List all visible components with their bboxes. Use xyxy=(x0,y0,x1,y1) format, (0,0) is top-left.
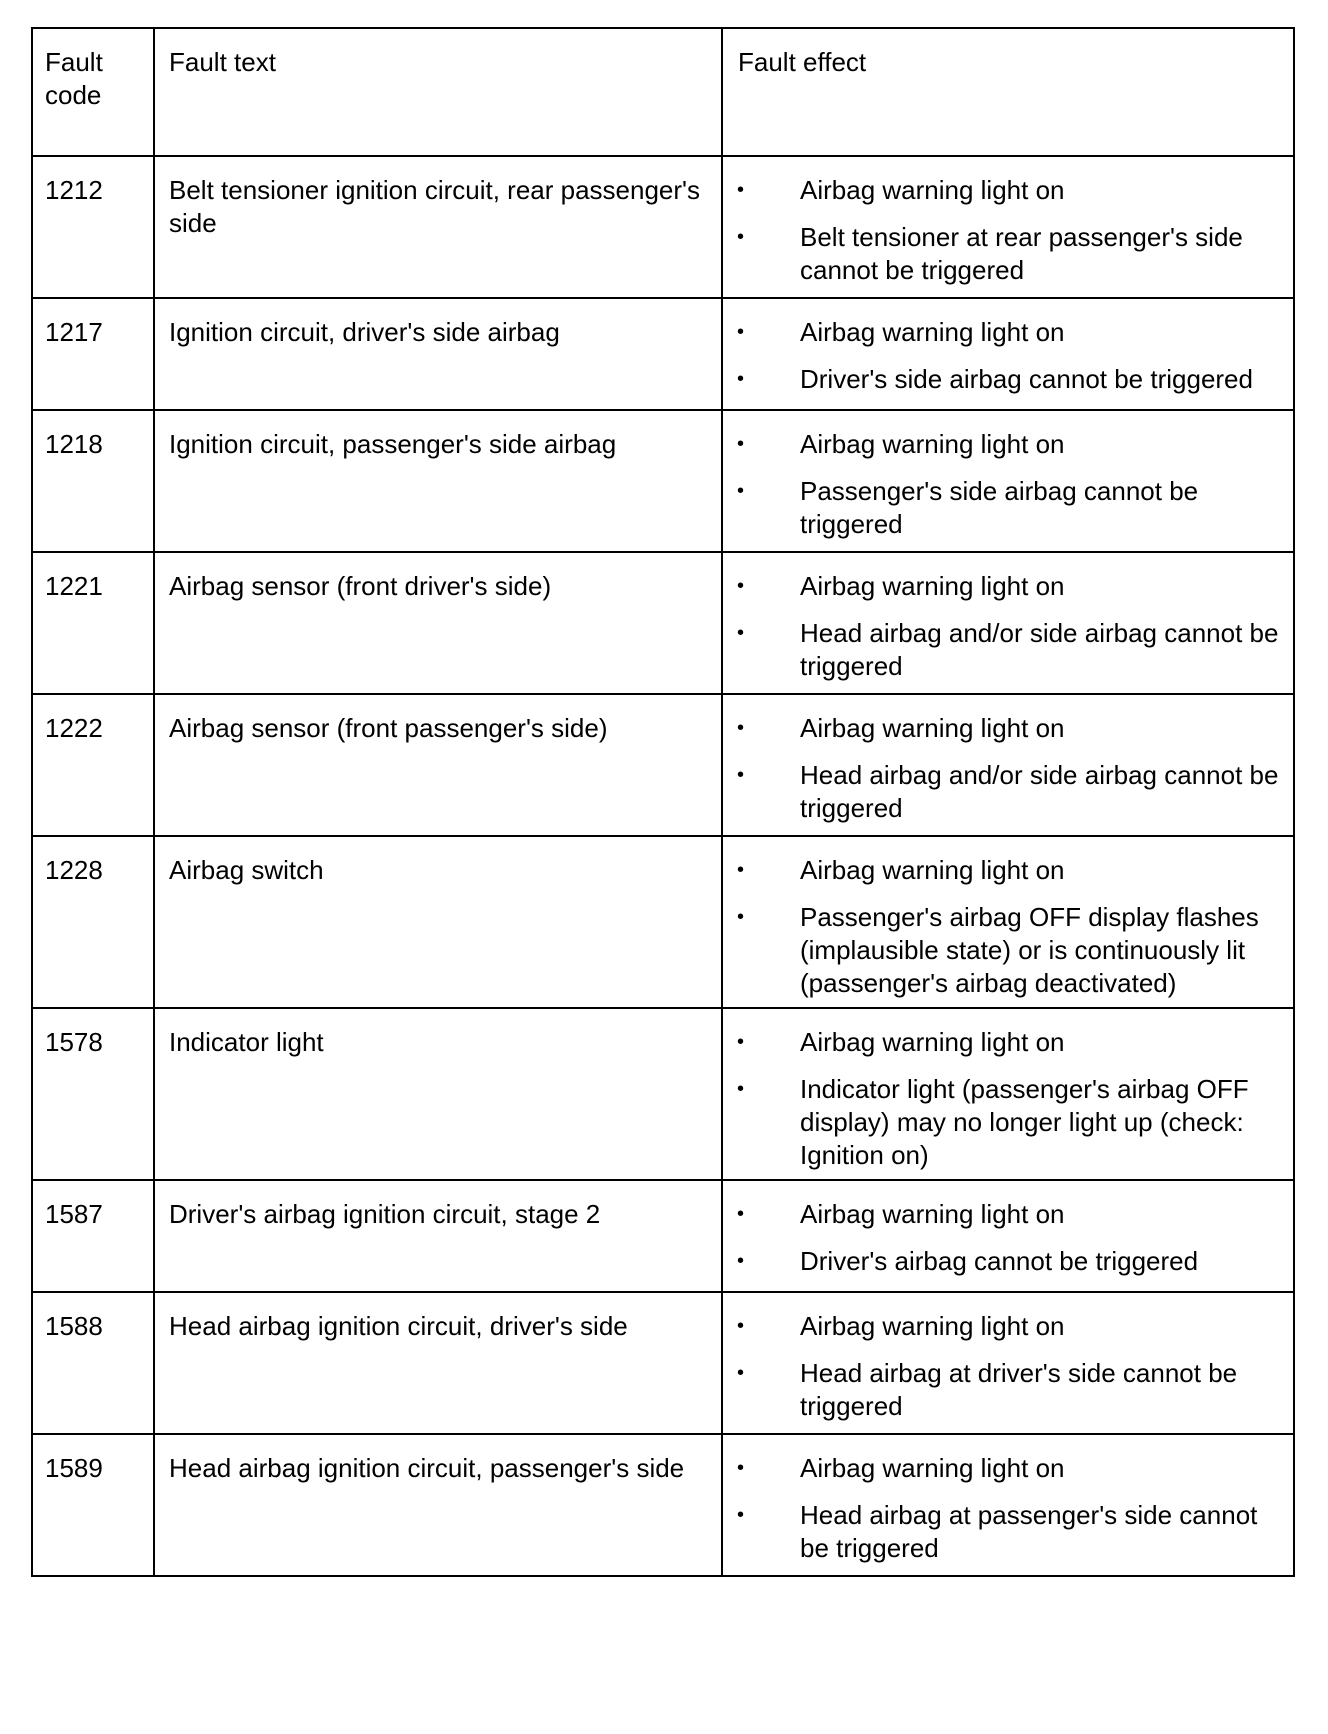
list-item xyxy=(723,1198,1281,1231)
effect-text: Passenger's side airbag cannot be triggered xyxy=(800,476,1199,539)
bullet-icon: • xyxy=(737,764,745,786)
fault-effect-list xyxy=(723,174,1281,287)
list-item xyxy=(723,363,1281,396)
table-row xyxy=(32,1434,1294,1576)
effect-text: Airbag warning light on xyxy=(800,1311,1065,1341)
bullet-icon: • xyxy=(737,1315,745,1337)
list-item xyxy=(723,428,1281,461)
bullet-icon: • xyxy=(737,368,745,390)
fault-effect-cell xyxy=(722,410,1294,552)
fault-effect-cell xyxy=(722,298,1294,410)
table-row xyxy=(32,1292,1294,1434)
fault-effect-list xyxy=(723,570,1281,683)
fault-text-cell: Ignition circuit, driver's side airbag xyxy=(154,298,722,410)
list-item xyxy=(723,1026,1281,1059)
list-item xyxy=(723,475,1281,541)
effect-text: Driver's airbag cannot be triggered xyxy=(800,1246,1199,1276)
bullet-icon: • xyxy=(737,226,745,248)
effect-text: Passenger's airbag OFF display flashes (implausible state) or is continuously lit (passenger's airbag deactivated) xyxy=(800,902,1259,998)
fault-effect-cell xyxy=(722,552,1294,694)
effect-text: Airbag warning light on xyxy=(800,571,1065,601)
bullet-icon: • xyxy=(737,622,745,644)
fault-text-cell: Driver's airbag ignition circuit, stage 2 xyxy=(154,1180,722,1292)
effect-text: Airbag warning light on xyxy=(800,317,1065,347)
list-item xyxy=(723,759,1281,825)
fault-code-cell: 1222 xyxy=(32,694,154,836)
list-item xyxy=(723,1357,1281,1423)
fault-effect-cell xyxy=(722,1434,1294,1576)
bullet-icon: • xyxy=(737,1457,745,1479)
effect-text: Head airbag and/or side airbag cannot be triggered xyxy=(800,760,1279,823)
header-fault-effect: Fault effect xyxy=(722,28,1294,156)
table-row xyxy=(32,410,1294,552)
fault-text-cell: Ignition circuit, passenger's side airbag xyxy=(154,410,722,552)
list-item xyxy=(723,1499,1281,1565)
fault-text-cell: Head airbag ignition circuit, passenger's side xyxy=(154,1434,722,1576)
list-item xyxy=(723,1452,1281,1485)
list-item xyxy=(723,316,1281,349)
effect-text: Airbag warning light on xyxy=(800,1453,1065,1483)
effect-text: Head airbag and/or side airbag cannot be triggered xyxy=(800,618,1279,681)
effect-text: Airbag warning light on xyxy=(800,1199,1065,1229)
fault-code-table xyxy=(31,27,1295,1577)
fault-effect-cell xyxy=(722,694,1294,836)
bullet-icon: • xyxy=(737,1504,745,1526)
effect-text: Airbag warning light on xyxy=(800,855,1065,885)
list-item xyxy=(723,1245,1281,1278)
list-item xyxy=(723,174,1281,207)
fault-effect-cell xyxy=(722,156,1294,298)
list-item xyxy=(723,854,1281,887)
effect-text: Indicator light (passenger's airbag OFF display) may no longer light up (check: Ignition on) xyxy=(800,1074,1249,1170)
table-row xyxy=(32,836,1294,1008)
bullet-icon: • xyxy=(737,1203,745,1225)
fault-code-cell: 1221 xyxy=(32,552,154,694)
fault-code-cell: 1589 xyxy=(32,1434,154,1576)
fault-text-cell: Indicator light xyxy=(154,1008,722,1180)
table-body xyxy=(32,156,1294,1576)
bullet-icon: • xyxy=(737,1031,745,1053)
fault-effect-cell xyxy=(722,836,1294,1008)
table-row xyxy=(32,1180,1294,1292)
list-item xyxy=(723,570,1281,603)
effect-text: Head airbag at passenger's side cannot be triggered xyxy=(800,1500,1258,1563)
bullet-icon: • xyxy=(737,179,745,201)
list-item xyxy=(723,1073,1281,1172)
effect-text: Airbag warning light on xyxy=(800,1027,1065,1057)
list-item xyxy=(723,1310,1281,1343)
fault-effect-cell xyxy=(722,1180,1294,1292)
table-row xyxy=(32,298,1294,410)
bullet-icon: • xyxy=(737,433,745,455)
fault-code-cell: 1218 xyxy=(32,410,154,552)
effect-text: Airbag warning light on xyxy=(800,429,1065,459)
effect-text: Driver's side airbag cannot be triggered xyxy=(800,364,1253,394)
bullet-icon: • xyxy=(737,480,745,502)
fault-code-cell: 1587 xyxy=(32,1180,154,1292)
fault-code-cell: 1228 xyxy=(32,836,154,1008)
fault-effect-list xyxy=(723,1198,1281,1278)
list-item xyxy=(723,221,1281,287)
bullet-icon: • xyxy=(737,717,745,739)
fault-effect-list xyxy=(723,712,1281,825)
fault-effect-list xyxy=(723,854,1281,1000)
fault-effect-list xyxy=(723,1310,1281,1423)
fault-text-cell: Belt tensioner ignition circuit, rear passenger's side xyxy=(154,156,722,298)
fault-code-cell: 1588 xyxy=(32,1292,154,1434)
bullet-icon: • xyxy=(737,906,745,928)
fault-code-cell: 1212 xyxy=(32,156,154,298)
bullet-icon: • xyxy=(737,1250,745,1272)
table-row xyxy=(32,156,1294,298)
bullet-icon: • xyxy=(737,1362,745,1384)
fault-code-cell: 1578 xyxy=(32,1008,154,1180)
table-row xyxy=(32,694,1294,836)
list-item xyxy=(723,901,1281,1000)
fault-code-cell: 1217 xyxy=(32,298,154,410)
table-row xyxy=(32,552,1294,694)
bullet-icon: • xyxy=(737,1078,745,1100)
fault-text-cell: Airbag sensor (front driver's side) xyxy=(154,552,722,694)
effect-text: Airbag warning light on xyxy=(800,713,1065,743)
bullet-icon: • xyxy=(737,859,745,881)
bullet-icon: • xyxy=(737,575,745,597)
fault-text-cell: Airbag sensor (front passenger's side) xyxy=(154,694,722,836)
effect-text: Airbag warning light on xyxy=(800,175,1065,205)
fault-effect-list xyxy=(723,1026,1281,1172)
fault-text-cell: Head airbag ignition circuit, driver's side xyxy=(154,1292,722,1434)
table-row xyxy=(32,1008,1294,1180)
fault-effect-cell xyxy=(722,1008,1294,1180)
bullet-icon: • xyxy=(737,321,745,343)
list-item xyxy=(723,712,1281,745)
fault-effect-cell xyxy=(722,1292,1294,1434)
fault-effect-list xyxy=(723,316,1281,396)
effect-text: Head airbag at driver's side cannot be triggered xyxy=(800,1358,1238,1421)
list-item xyxy=(723,617,1281,683)
fault-text-cell: Airbag switch xyxy=(154,836,722,1008)
effect-text: Belt tensioner at rear passenger's side cannot be triggered xyxy=(800,222,1243,285)
fault-effect-list xyxy=(723,428,1281,541)
fault-effect-list xyxy=(723,1452,1281,1565)
header-fault-text: Fault text xyxy=(154,28,722,156)
header-fault-code: Fault code xyxy=(32,28,154,156)
table-header-row xyxy=(32,28,1294,156)
